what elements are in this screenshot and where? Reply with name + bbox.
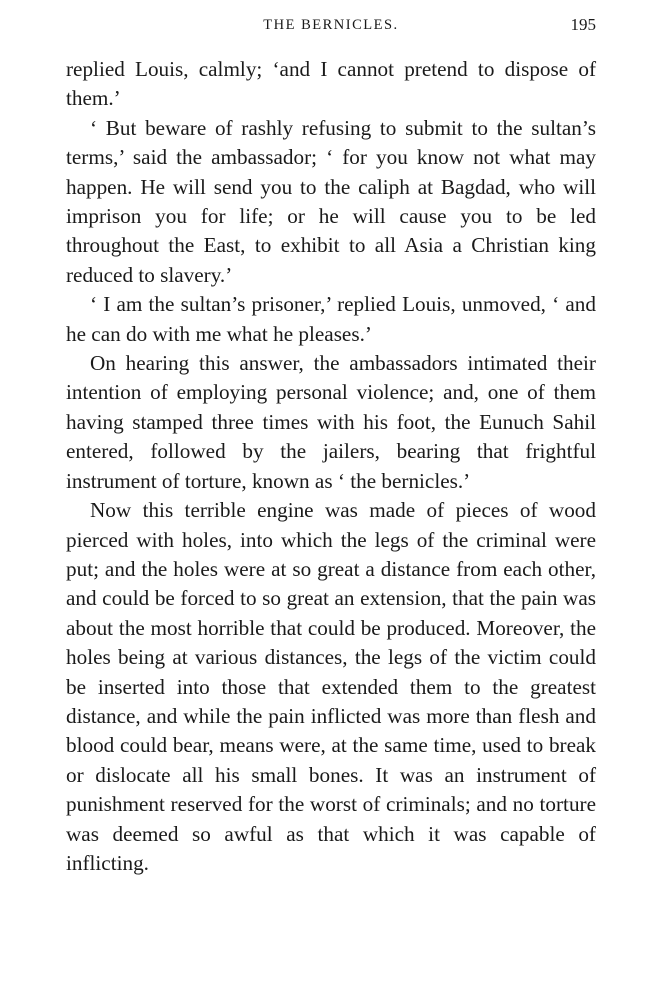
running-header [66, 14, 596, 36]
running-title: THE BERNICLES. [263, 17, 399, 33]
page-number: 195 [570, 15, 596, 34]
body-text [66, 55, 596, 878]
paragraph-bernicles-brought: On hearing this answer, the ambassadors intimated their intention of employing personal violence; and, one of them having stamped three times with his foot, the Eunuch Sahil entered, followed by the jailers, bearing that frightful instrument of torture, known as ‘ the bernicles.’ [66, 351, 596, 493]
paragraph-ambassador-warning: ‘ But beware of rashly refusing to submit to the sultan’s terms,’ said the ambassador; ‘ for you know not what may happen. He will send you to the caliph at Bagdad, who will imprison you for life; or he will cause you to be led throughout the East, to exhibit to all Asia a Christian king reduced to slavery.’ [66, 115, 596, 287]
paragraph-continuation: replied Louis, calmly; ‘and I cannot pretend to dispose of them.’ [66, 57, 596, 111]
paragraph-louis-reply: ‘ I am the sultan’s prisoner,’ replied Louis, unmoved, ‘ and he can do with me what he pleases.’ [66, 292, 596, 346]
paragraph-bernicles-description: Now this terrible engine was made of pieces of wood pierced with holes, into which the legs of the criminal were put; and the holes were at so great a distance from each other, and could be forced to so great an extension, that the pain was about the most horrible that could be produced. Moreover, the holes being at various distances, the legs of the victim could be inserted into those that extended them to the greatest distance, and while the pain inflicted was more than flesh and blood could bear, means were, at the same time, used to break or dislocate all his small bones. It was an instrument of punishment reserved for the worst of criminals; and no torture was deemed so awful as that which it was capable of inflicting. [66, 498, 596, 875]
